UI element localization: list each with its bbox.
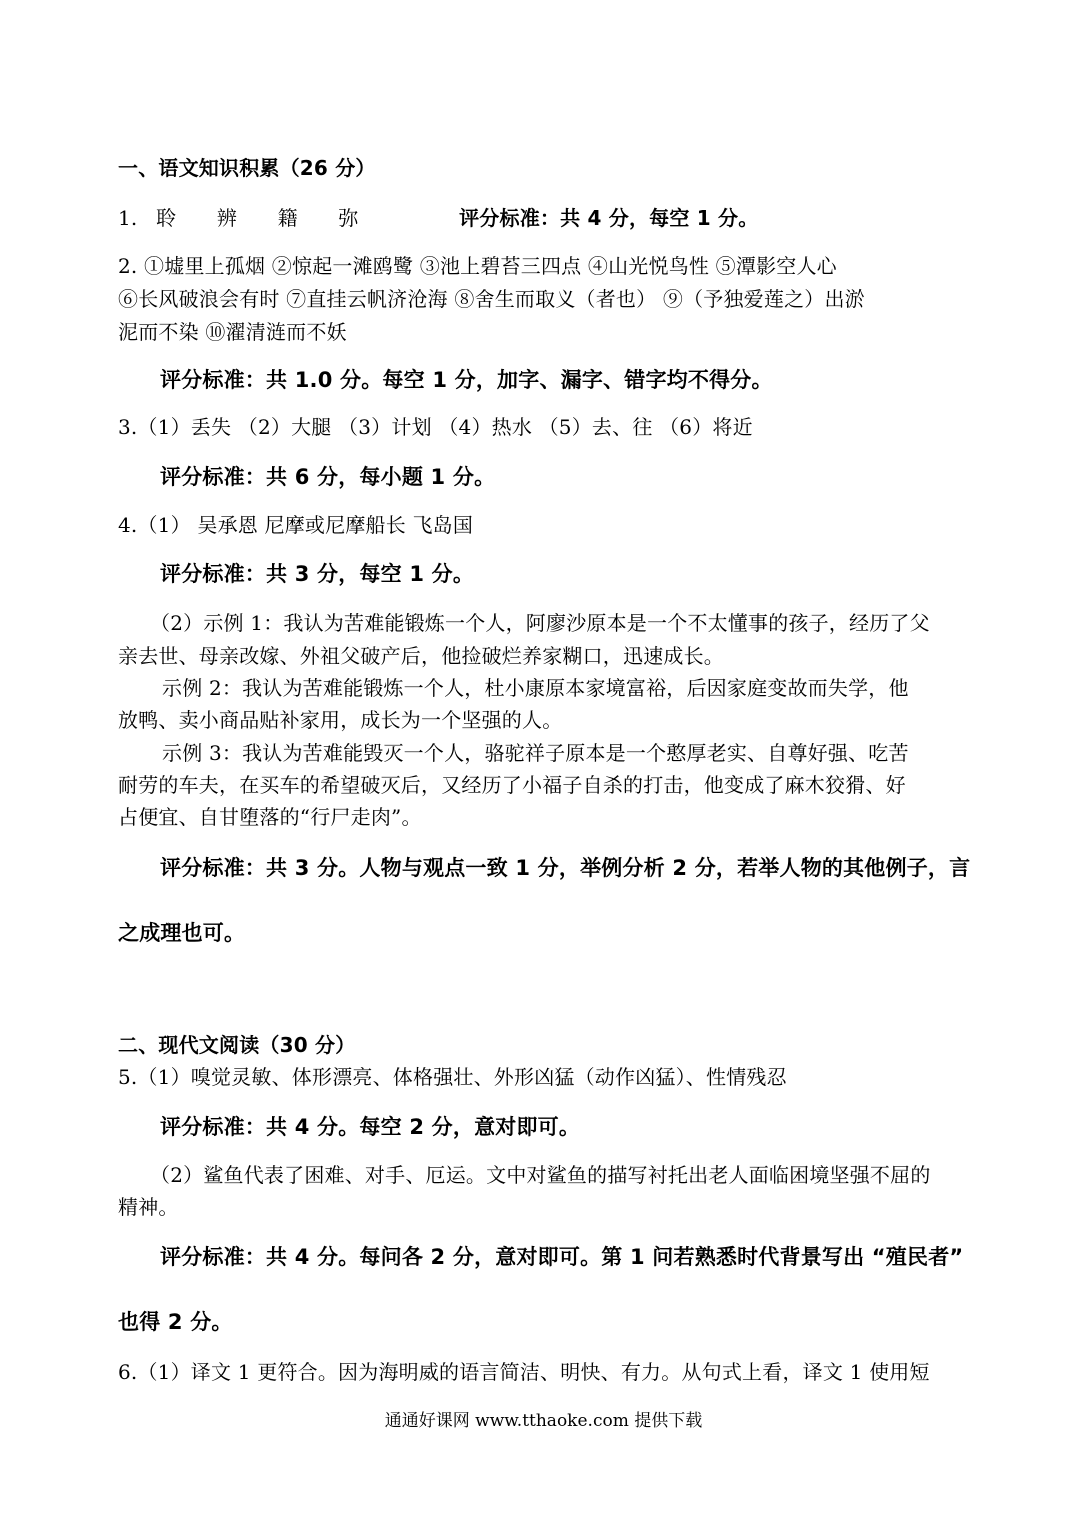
q4-example2-line-1: 示例 2：我认为苦难能锻炼一个人，杜小康原本家境富裕，后因家庭变故而失学，他 (162, 676, 909, 700)
q5-score2-line-1: 评分标准：共 4 分。每问各 2 分，意对即可。第 1 问若熟悉时代背景写出 “殖民者” (160, 1245, 964, 1269)
q4-example3-line-2: 耐劳的车夫，在买车的希望破灭后，又经历了小福子自杀的打击，他变成了麻木狡猾、好 (118, 773, 906, 797)
q2-score: 评分标准：共 1.0 分。每空 1 分，加字、漏字、错字均不得分。 (160, 368, 773, 392)
q1-word-4: 弥 (338, 206, 359, 230)
q2-line-1: 2. ①墟里上孤烟 ②惊起一滩鸥鹭 ③池上碧苔三四点 ④山光悦鸟性 ⑤潭影空人心 (118, 254, 837, 278)
q4-part2-line-1: （2）示例 1：我认为苦难能锻炼一个人，阿廖沙原本是一个不太懂事的孩子，经历了父 (150, 611, 930, 635)
q4-score2-line-1: 评分标准：共 3 分。人物与观点一致 1 分，举例分析 2 分，若举人物的其他例子，言 (160, 856, 971, 880)
q6-line: 6.（1）译文 1 更符合。因为海明威的语言简洁、明快、有力。从句式上看，译文 1 使用短 (118, 1360, 930, 1384)
q2-line-3: 泥而不染 ⑩濯清涟而不妖 (118, 320, 347, 344)
q1-word-1: 聆 (156, 206, 177, 230)
q4-score: 评分标准：共 3 分，每空 1 分。 (160, 562, 475, 586)
q3-line: 3.（1）丢失 （2）大腿 （3）计划 （4）热水 （5）去、往 （6）将近 (118, 415, 753, 439)
q5-score: 评分标准：共 4 分。每空 2 分，意对即可。 (160, 1115, 581, 1139)
page-footer: 通通好课网 www.tthaoke.com 提供下载 (384, 1411, 703, 1431)
q1-word-2: 辨 (216, 206, 238, 230)
q5-score2-line-2: 也得 2 分。 (118, 1310, 233, 1334)
q4-part2-line-2: 亲去世、母亲改嫁、外祖父破产后，他捡破烂养家糊口，迅速成长。 (118, 644, 724, 668)
q4-score2-line-2: 之成理也可。 (118, 921, 246, 945)
q4-example3-line-1: 示例 3：我认为苦难能毁灭一个人，骆驼祥子原本是一个憨厚老实、自尊好强、吃苦 (162, 741, 909, 765)
q4-example3-line-3: 占便宜、自甘堕落的“行尸走肉”。 (118, 805, 422, 829)
q3-score: 评分标准：共 6 分，每小题 1 分。 (160, 465, 496, 489)
section1-heading: 一、语文知识积累（26 分） (118, 156, 376, 180)
q2-line-2: ⑥长风破浪会有时 ⑦直挂云帆济沧海 ⑧舍生而取义（者也） ⑨（予独爱莲之）出淤 (118, 287, 865, 311)
q1-number: 1. (118, 206, 138, 230)
q1-score: 评分标准：共 4 分，每空 1 分。 (459, 206, 759, 230)
q5-line: 5.（1）嗅觉灵敏、体形漂亮、体格强壮、外形凶猛（动作凶猛）、性情残忍 (118, 1065, 787, 1089)
q5-part2-line-2: 精神。 (118, 1195, 179, 1219)
q1-word-3: 籍 (277, 206, 298, 230)
q4-line: 4.（1） 吴承恩 尼摩或尼摩船长 飞岛国 (118, 513, 474, 537)
section2-heading: 二、现代文阅读（30 分） (118, 1033, 356, 1057)
q5-part2-line-1: （2）鲨鱼代表了困难、对手、厄运。文中对鲨鱼的描写衬托出老人面临困境坚强不屈的 (150, 1163, 931, 1187)
q4-example2-line-2: 放鸭、卖小商品贴补家用，成长为一个坚强的人。 (118, 708, 563, 732)
q1-line (118, 202, 978, 234)
